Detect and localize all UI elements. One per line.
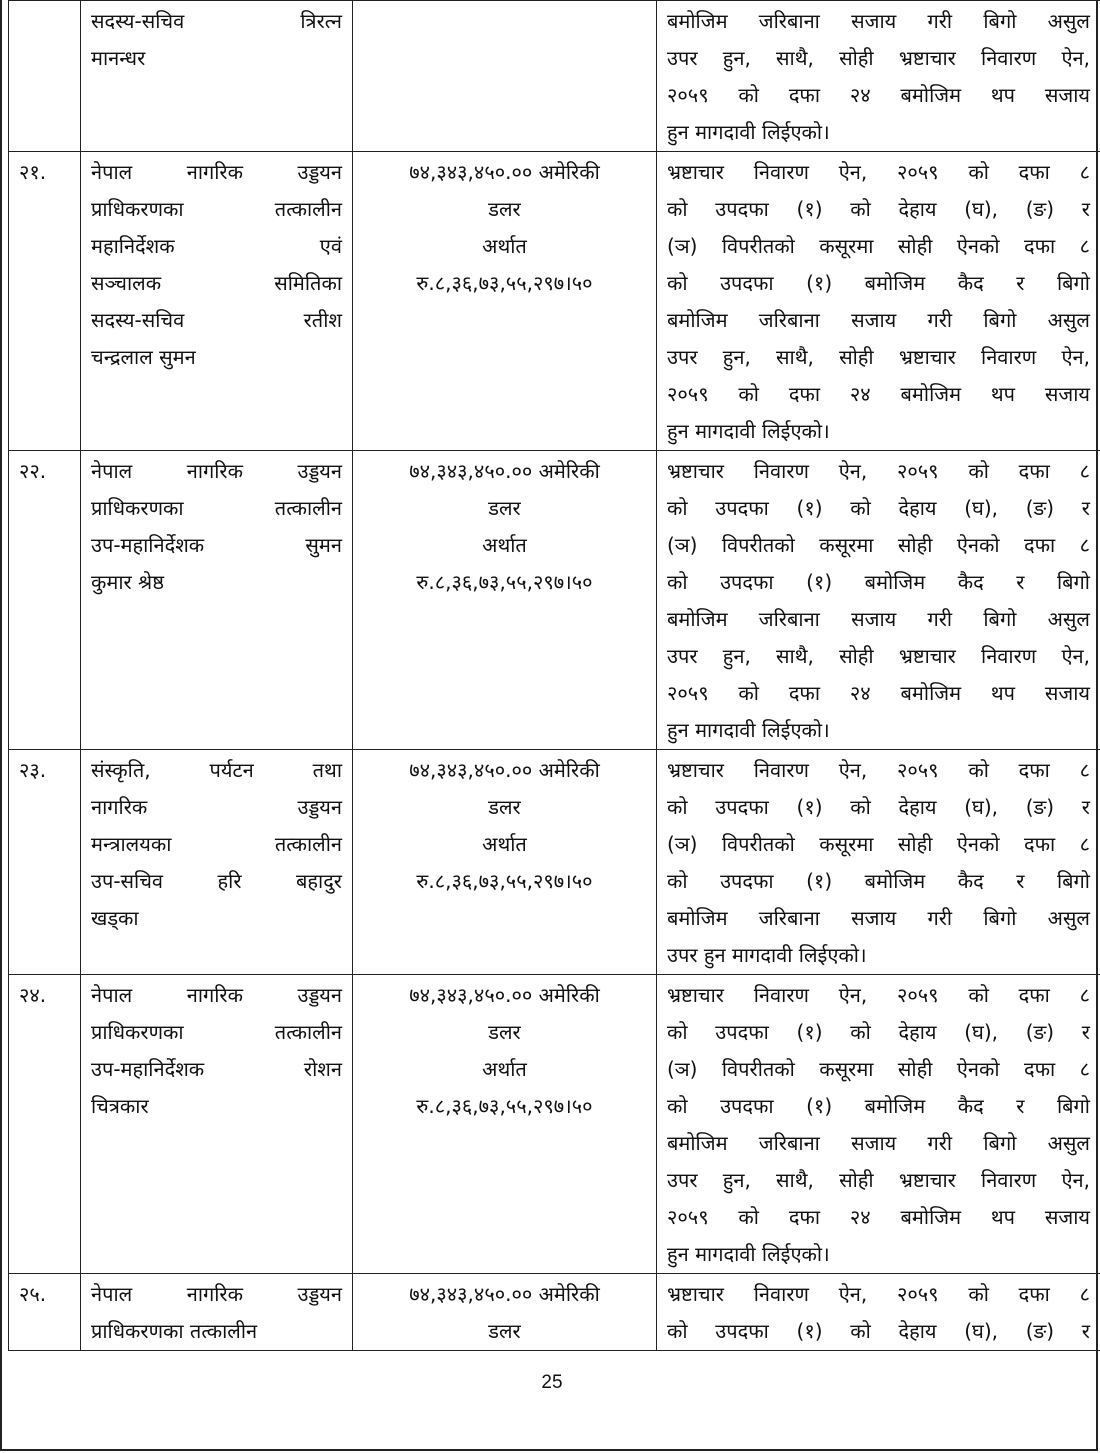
table-row bbox=[9, 1, 1100, 152]
claim-line: भ्रष्टाचार निवारण ऐन, २०५९ को दफा ८ bbox=[667, 758, 1090, 782]
name-line: सदस्य-सचिव त्रिरत्न bbox=[91, 9, 342, 33]
name-line: नेपाल नागरिक उड्डयन bbox=[91, 459, 342, 483]
claim-line: बमोजिम जरिबाना सजाय गरी बिगो असुल bbox=[667, 1131, 1090, 1155]
name-line: चन्द्रलाल सुमन bbox=[91, 345, 196, 369]
claim-line: भ्रष्टाचार निवारण ऐन, २०५९ को दफा ८ bbox=[667, 983, 1090, 1007]
legal-claim-cell bbox=[657, 152, 1100, 451]
claim-line: हुन मागदावी लिईएको। bbox=[667, 120, 830, 144]
amount-line: रु.८,३६,७३,५५,२९७।५० bbox=[416, 1094, 593, 1118]
amount-line: अर्थात bbox=[482, 832, 527, 856]
row-number: २४. bbox=[19, 983, 47, 1007]
name-line: सञ्चालक समितिका bbox=[91, 271, 342, 295]
claim-line: बमोजिम जरिबाना सजाय गरी बिगो असुल bbox=[667, 607, 1090, 631]
amount-line: ७४,३४३,४५०.०० अमेरिकी bbox=[409, 160, 600, 184]
name-line: मन्त्रालयका तत्कालीन bbox=[91, 832, 342, 856]
row-number: २२. bbox=[19, 459, 47, 483]
claim-line: भ्रष्टाचार निवारण ऐन, २०५९ को दफा ८ bbox=[667, 459, 1090, 483]
legal-claim-cell bbox=[657, 750, 1100, 975]
claim-line: उपर हुन, साथै, सोही भ्रष्टाचार निवारण ऐन, bbox=[667, 345, 1090, 369]
name-line: नागरिक उड्डयन bbox=[91, 795, 342, 819]
claimed-amount-cell bbox=[353, 1, 657, 152]
defendant-name-cell bbox=[81, 975, 353, 1274]
table-row bbox=[9, 1274, 1100, 1351]
claim-line: (ञ) विपरीतको कसूरमा सोही ऐनको दफा ८ bbox=[667, 832, 1090, 856]
name-line: खड्का bbox=[91, 906, 139, 930]
claim-line: को उपदफा (१) को देहाय (घ), (ङ) र bbox=[667, 1020, 1090, 1044]
table-row bbox=[9, 975, 1100, 1274]
claim-line: भ्रष्टाचार निवारण ऐन, २०५९ को दफा ८ bbox=[667, 1282, 1090, 1306]
amount-line: डलर bbox=[488, 1020, 521, 1044]
claimed-amount-cell bbox=[353, 152, 657, 451]
claim-line: (ञ) विपरीतको कसूरमा सोही ऐनको दफा ८ bbox=[667, 234, 1090, 258]
claim-line: बमोजिम जरिबाना सजाय गरी बिगो असुल bbox=[667, 9, 1090, 33]
table-row bbox=[9, 750, 1100, 975]
name-line: उप-महानिर्देशक रोशन bbox=[91, 1057, 342, 1081]
row-number-cell bbox=[9, 975, 81, 1274]
row-number-cell bbox=[9, 750, 81, 975]
claim-line: को उपदफा (१) बमोजिम कैद र बिगो bbox=[667, 1094, 1090, 1118]
defendant-name-cell bbox=[81, 1, 353, 152]
name-line: प्राधिकरणका तत्कालीन bbox=[91, 1020, 342, 1044]
amount-line: अर्थात bbox=[482, 1057, 527, 1081]
amount-line: डलर bbox=[488, 1319, 521, 1343]
amount-line: डलर bbox=[488, 197, 521, 221]
claim-line: २०५९ को दफा २४ बमोजिम थप सजाय bbox=[667, 1205, 1090, 1229]
amount-line: ७४,३४३,४५०.०० अमेरिकी bbox=[409, 1282, 600, 1306]
claim-line: (ञ) विपरीतको कसूरमा सोही ऐनको दफा ८ bbox=[667, 1057, 1090, 1081]
defendant-name-cell bbox=[81, 750, 353, 975]
claim-line: बमोजिम जरिबाना सजाय गरी बिगो असुल bbox=[667, 906, 1090, 930]
legal-claim-cell bbox=[657, 975, 1100, 1274]
amount-line: रु.८,३६,७३,५५,२९७।५० bbox=[416, 869, 593, 893]
claim-line: को उपदफा (१) बमोजिम कैद र बिगो bbox=[667, 570, 1090, 594]
claim-line: हुन मागदावी लिईएको। bbox=[667, 1242, 830, 1266]
row-number: २१. bbox=[19, 160, 47, 184]
legal-claim-cell bbox=[657, 1, 1100, 152]
claim-line: को उपदफा (१) को देहाय (घ), (ङ) र bbox=[667, 795, 1090, 819]
name-line: उप-सचिव हरि बहादुर bbox=[91, 869, 342, 893]
defendant-name-cell bbox=[81, 451, 353, 750]
claim-line: हुन मागदावी लिईएको। bbox=[667, 718, 830, 742]
name-line: नेपाल नागरिक उड्डयन bbox=[91, 983, 342, 1007]
name-line: प्राधिकरणका तत्कालीन bbox=[91, 197, 342, 221]
claimed-amount-cell bbox=[353, 975, 657, 1274]
legal-claim-cell bbox=[657, 1274, 1100, 1351]
name-line: महानिर्देशक एवं bbox=[91, 234, 342, 258]
claim-line: को उपदफा (१) को देहाय (घ), (ङ) र bbox=[667, 197, 1090, 221]
claim-line: २०५९ को दफा २४ बमोजिम थप सजाय bbox=[667, 681, 1090, 705]
claim-line: २०५९ को दफा २४ बमोजिम थप सजाय bbox=[667, 382, 1090, 406]
claim-line: (ञ) विपरीतको कसूरमा सोही ऐनको दफा ८ bbox=[667, 533, 1090, 557]
defendant-name-cell bbox=[81, 1274, 353, 1351]
claim-line: को उपदफा (१) को देहाय (घ), (ङ) र bbox=[667, 496, 1090, 520]
legal-claim-cell bbox=[657, 451, 1100, 750]
claim-line: को उपदफा (१) बमोजिम कैद र बिगो bbox=[667, 271, 1090, 295]
row-number: २३. bbox=[19, 758, 47, 782]
name-line: चित्रकार bbox=[91, 1094, 149, 1118]
amount-line: डलर bbox=[488, 795, 521, 819]
row-number-cell bbox=[9, 1274, 81, 1351]
amount-line: ७४,३४३,४५०.०० अमेरिकी bbox=[409, 758, 600, 782]
claim-line: उपर हुन मागदावी लिईएको। bbox=[667, 943, 867, 967]
amount-line: रु.८,३६,७३,५५,२९७।५० bbox=[416, 271, 593, 295]
amount-line: अर्थात bbox=[482, 234, 527, 258]
claim-line: हुन मागदावी लिईएको। bbox=[667, 419, 830, 443]
case-table-body bbox=[9, 1, 1100, 1351]
claimed-amount-cell bbox=[353, 1274, 657, 1351]
amount-line: रु.८,३६,७३,५५,२९७।५० bbox=[416, 570, 593, 594]
table-row bbox=[9, 451, 1100, 750]
amount-line: ७४,३४३,४५०.०० अमेरिकी bbox=[409, 983, 600, 1007]
row-number: २५. bbox=[19, 1282, 47, 1306]
name-line: प्राधिकरणका तत्कालीन bbox=[91, 1319, 258, 1343]
claimed-amount-cell bbox=[353, 451, 657, 750]
name-line: नेपाल नागरिक उड्डयन bbox=[91, 1282, 342, 1306]
defendant-name-cell bbox=[81, 152, 353, 451]
claim-line: बमोजिम जरिबाना सजाय गरी बिगो असुल bbox=[667, 308, 1090, 332]
claim-line: उपर हुन, साथै, सोही भ्रष्टाचार निवारण ऐन, bbox=[667, 46, 1090, 70]
row-number-cell bbox=[9, 451, 81, 750]
name-line: कुमार श्रेष्ठ bbox=[91, 570, 164, 594]
claim-line: को उपदफा (१) को देहाय (घ), (ङ) र bbox=[667, 1319, 1090, 1343]
row-number-cell bbox=[9, 152, 81, 451]
amount-line: डलर bbox=[488, 496, 521, 520]
case-table bbox=[8, 0, 1100, 1351]
name-line: सदस्य-सचिव रतीश bbox=[91, 308, 342, 332]
name-line: उप-महानिर्देशक सुमन bbox=[91, 533, 342, 557]
amount-line: अर्थात bbox=[482, 533, 527, 557]
name-line: नेपाल नागरिक उड्डयन bbox=[91, 160, 342, 184]
name-line: प्राधिकरणका तत्कालीन bbox=[91, 496, 342, 520]
name-line: मानन्धर bbox=[91, 46, 146, 70]
row-number-cell bbox=[9, 1, 81, 152]
name-line: संस्कृति, पर्यटन तथा bbox=[91, 758, 342, 782]
claim-line: २०५९ को दफा २४ बमोजिम थप सजाय bbox=[667, 83, 1090, 107]
claim-line: को उपदफा (१) बमोजिम कैद र बिगो bbox=[667, 869, 1090, 893]
claimed-amount-cell bbox=[353, 750, 657, 975]
page-number: 25 bbox=[541, 1372, 563, 1393]
claim-line: उपर हुन, साथै, सोही भ्रष्टाचार निवारण ऐन, bbox=[667, 644, 1090, 668]
amount-line: ७४,३४३,४५०.०० अमेरिकी bbox=[409, 459, 600, 483]
claim-line: भ्रष्टाचार निवारण ऐन, २०५९ को दफा ८ bbox=[667, 160, 1090, 184]
table-row bbox=[9, 152, 1100, 451]
claim-line: उपर हुन, साथै, सोही भ्रष्टाचार निवारण ऐन, bbox=[667, 1168, 1090, 1192]
